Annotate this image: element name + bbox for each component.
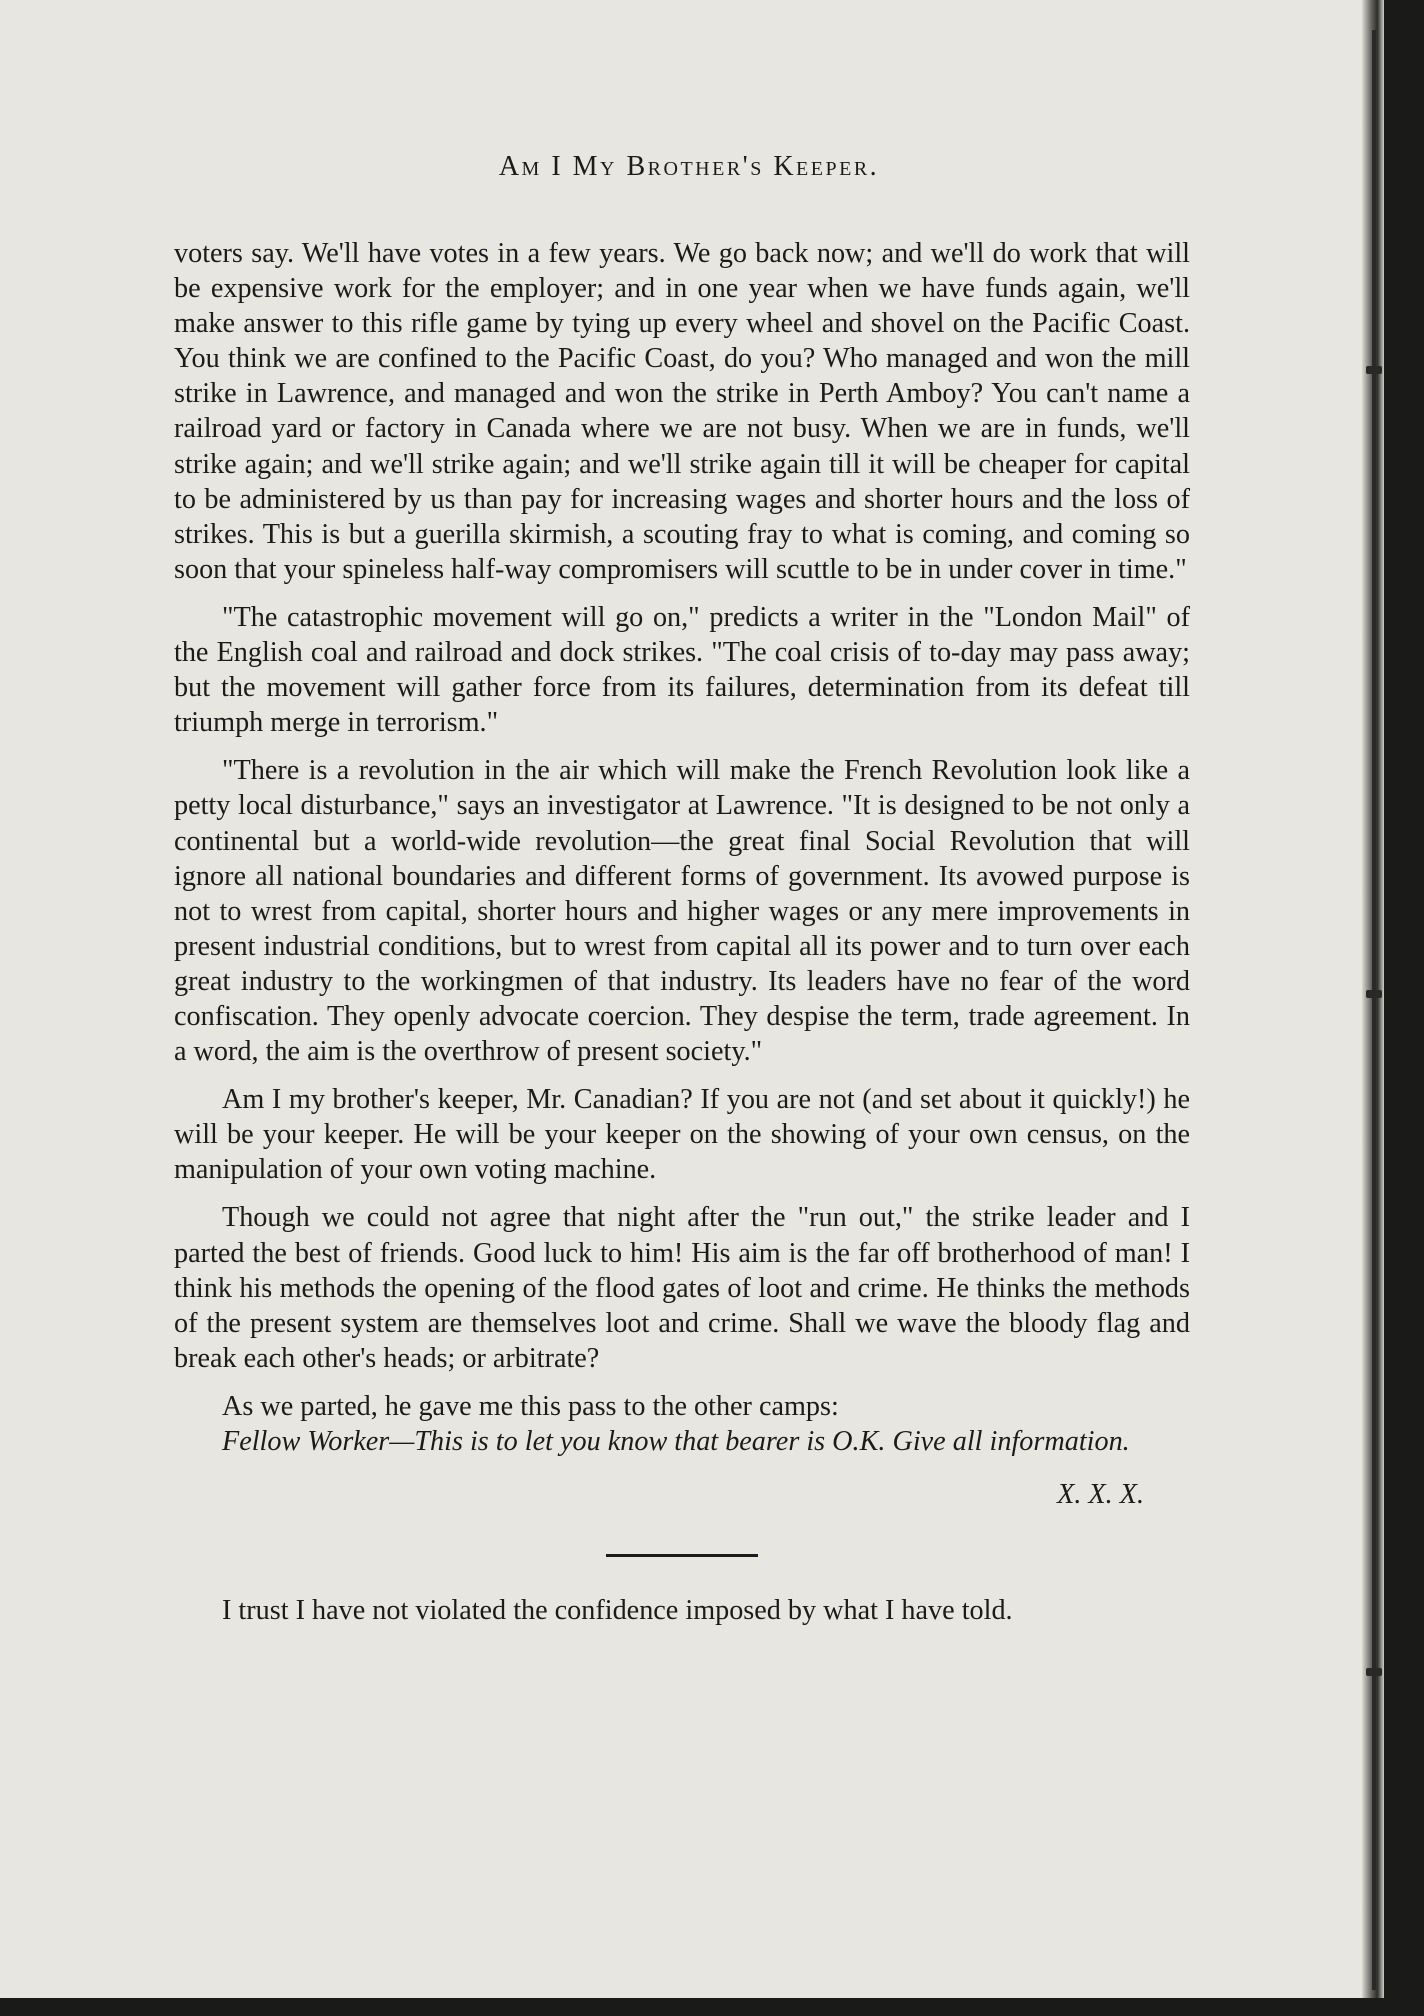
binding-mark (1366, 1668, 1382, 1676)
paragraph-pass-intro: As we parted, he gave me this pass to the other camps: (222, 1390, 839, 1422)
paragraph-strike-leader: Though we could not agree that night after the "run out," the strike leader and I parted the best of friends. Good luck to him! His aim is the far off brotherhood of man! I think his methods the opening of the flood gates of loot and crime. He thinks the methods of the present system are themselves loot and crime. Shall we wave the bloody flag and break each other's heads; or arbitrate? (174, 1202, 1190, 1374)
page-text (174, 150, 1190, 1628)
pass-text: Fellow Worker—This is to let you know that bearer is O.K. Give all information. (222, 1426, 1130, 1457)
section-divider (606, 1554, 758, 1557)
signature: X. X. X. (1057, 1479, 1144, 1511)
binding-mark (1366, 366, 1382, 374)
paragraph-london-mail-quote: "The catastrophic movement will go on," predicts a writer in the "London Mail" of the English coal and railroad and dock strikes. "The coal crisis of to-day may pass away; but the movement will gather force from its failures, determination from its defeat till triumph merge in terrorism." (174, 601, 1190, 739)
binding-mark (1366, 990, 1382, 998)
paragraph-closing: I trust I have not violated the confidence imposed by what I have told. (222, 1595, 1013, 1627)
paragraph-brothers-keeper: Am I my brother's keeper, Mr. Canadian? If you are not (and set about it quickly!) he will be your keeper. He will be your keeper on the showing of your own census, on the manipulation of your own voting machine. (174, 1084, 1190, 1186)
running-head: Am I My Brother's Keeper. (498, 151, 880, 182)
paragraph-lawrence-quote: "There is a revolution in the air which will make the French Revolution look like a petty local disturbance," says an investigator at Lawrence. "It is designed to be not only a continental but a world-wide revolution—the great final Social Revolution that will ignore all national boundaries and different forms of government. Its avowed purpose is not to wrest from capital, shorter hours and higher wages or any mere improvements in present industrial conditions, but to wrest from capital all its power and to turn over each great industry to the workingmen of that industry. Its leaders have no fear of the word confiscation. They openly advocate coercion. They despise the term, trade agreement. In a word, the aim is the overthrow of present society." (174, 755, 1190, 1068)
paragraph-continuation: voters say. We'll have votes in a few years. We go back now; and we'll do work that will be expensive work for the employer; and in one year when we have funds again, we'll make answer to this rifle game by tying up every wheel and shovel on the Pacific Coast. You think we are confined to the Pacific Coast, do you? Who managed and won the mill strike in Lawrence, and managed and won the strike in Perth Amboy? You can't name a railroad yard or factory in Canada where we are not busy. When we are in funds, we'll strike again; and we'll strike again; and we'll strike again till it will be cheaper for capital to be administered by us than pay for increasing wages and shorter hours and the loss of strikes. This is but a guerilla skirmish, a scouting fray to what is coming, and coming so soon that your spineless half-way compromisers will scuttle to be in under cover in time." (174, 238, 1190, 585)
binding-edge (1372, 30, 1376, 1990)
